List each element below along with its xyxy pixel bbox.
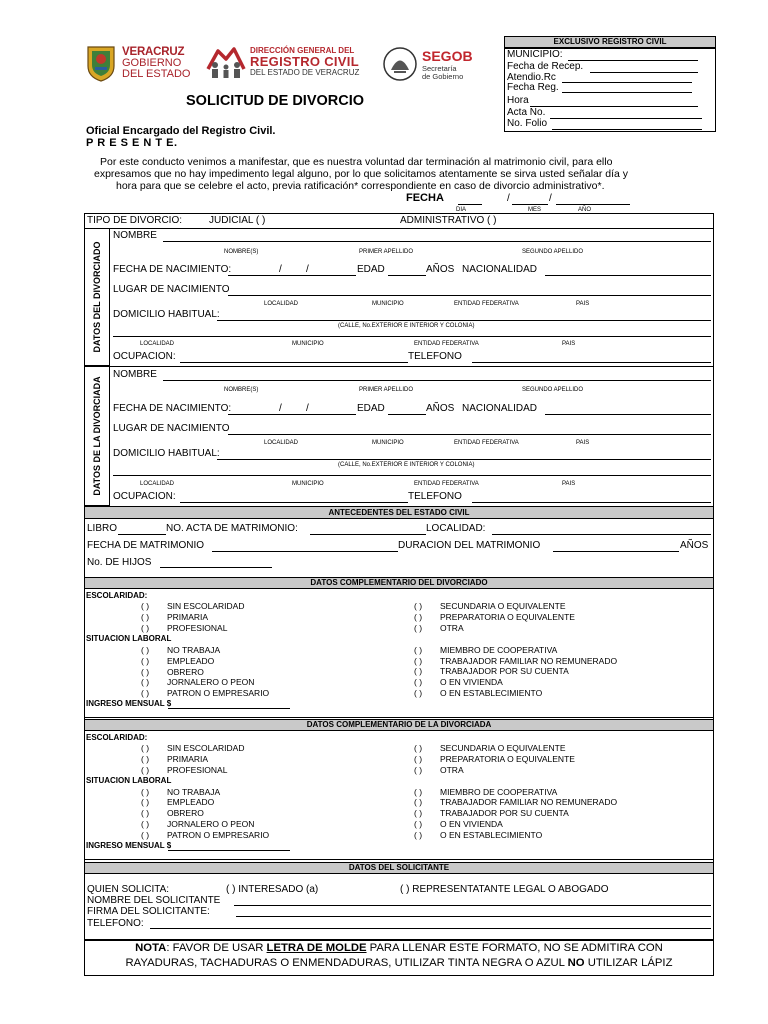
comp2-ingreso-label: INGRESO MENSUAL $ [86,841,172,850]
divorciado-lugar-line[interactable] [228,295,711,296]
solicitante-quien-label: QUIEN SOLICITA: [87,884,170,895]
divorciado-calle-caption: (CALLE, No.EXTERIOR E INTERIOR Y COLONIA) [338,323,475,329]
comp2-esc-left-2-paren: ( ) [141,765,150,775]
divorciada-dom-municipio: MUNICIPIO [292,481,324,487]
comp2-esc-left-0-paren: ( ) [141,743,150,753]
comp2-ingreso-line[interactable] [168,850,290,851]
divorciada-lugar-pais: PAIS [576,440,590,446]
comp1-esc-right-1-label: PREPARATORIA O EQUIVALENTE [440,612,575,622]
comp1-lab-left-4-label: PATRON O EMPRESARIO [167,688,270,698]
registro-logo-line1: DIRECCIÓN GENERAL DEL [250,46,355,55]
comp2-esc-right-1-paren: ( ) [414,754,423,764]
nota-line2 [84,957,714,969]
divorciado-side-label: DATOS DEL DIVORCIADO [91,240,102,353]
comp1-header: DATOS COMPLEMENTARIO DEL DIVORCIADO [84,577,714,589]
comp1-lab-left-1[interactable] [141,656,214,666]
comp2-lab-left-3-label: JORNALERO O PEON [167,819,255,829]
nota-text2: PARA LLENAR ESTE FORMATO, NO SE ADMITIRA CON [366,942,663,954]
comp2-lab-right-1-label: TRABAJADOR FAMILIAR NO REMUNERADO [440,797,618,807]
registry-acta-line[interactable] [550,118,702,119]
divorciado-lugar-pais: PAIS [576,301,590,307]
registry-folio: No. Folio [507,118,548,129]
registry-municipio-line[interactable] [568,60,698,61]
antecedentes-fechamat-label: FECHA DE MATRIMONIO [87,540,205,551]
solicitante-firma-label: FIRMA DEL SOLICITANTE: [87,906,210,917]
comp1-lab-right-2[interactable] [414,666,569,676]
divorciado-dom-entidad: ENTIDAD FEDERATIVA [414,341,479,347]
comp1-lab-left-2-label: OBRERO [167,667,204,677]
fecha-sep2: / [549,193,552,204]
comp1-esc-right-1-paren: ( ) [414,612,423,622]
divorciada-nombre-line[interactable] [163,380,711,381]
nota-label: NOTA [135,942,167,954]
divorciado-ocupacion-line[interactable] [180,362,408,363]
comp1-lab-left-4[interactable] [141,688,269,698]
comp2-esc-right-1-label: PREPARATORIA O EQUIVALENTE [440,754,575,764]
family-icon [204,45,248,81]
comp2-bottom [84,859,714,860]
antecedentes-hijos-label: No. DE HIJOS [87,557,152,568]
divorciado-side [84,228,110,366]
comp1-lab-right-3-label: O EN VIVIENDA [440,677,503,687]
divorciada-lugar-line[interactable] [228,434,711,435]
divorciado-fechanac-line[interactable] [228,275,356,276]
comp2-lab-right-4-paren: ( ) [414,830,423,840]
nota-line1 [84,942,714,954]
comp1-esc-left-0[interactable] [141,601,244,611]
comp1-esc-right-0-paren: ( ) [414,601,423,611]
comp1-esc-left-1-label: PRIMARIA [167,612,209,622]
antecedentes-acta-line[interactable] [310,534,426,535]
comp2-lab-right-2-label: TRABAJADOR POR SU CUENTA [440,808,569,818]
divorciada-segundo-caption: SEGUNDO APELLIDO [522,387,584,393]
comp2-esc-left-2-label: PROFESIONAL [167,765,228,775]
comp2-lab-right-0[interactable] [414,787,557,797]
comp2-situacion-label: SITUACION LABORAL [86,776,172,785]
divorciado-nombres-caption: NOMBRE(S) [224,249,259,255]
divorciado-lugar-label: LUGAR DE NACIMIENTO [113,284,230,295]
fecha-ano-line[interactable] [556,204,630,205]
divorciado-dom-pais: PAIS [562,341,576,347]
comp1-lab-right-3[interactable] [414,677,503,687]
nota-text4: UTILIZAR LÁPIZ [584,957,673,969]
divorciada-lugar-entidad: ENTIDAD FEDERATIVA [454,440,519,446]
comp1-lab-left-0-label: NO TRABAJA [167,645,221,655]
comp1-lab-right-4[interactable] [414,688,542,698]
registry-municipio: MUNICIPIO: [507,49,563,60]
comp2-lab-right-2-paren: ( ) [414,808,423,818]
divorciada-telefono-label: TELEFONO [408,491,462,502]
registry-folio-line[interactable] [552,129,702,130]
divorciada-lugar-localidad: LOCALIDAD [264,440,299,446]
fecha-mes-line[interactable] [512,204,548,205]
antecedentes-anos-label: AÑOS [680,540,709,551]
veracruz-logo-line3: DEL ESTADO [122,68,191,80]
comp1-esc-left-0-label: SIN ESCOLARIDAD [167,601,245,611]
comp1-esc-left-2[interactable] [141,623,227,633]
comp1-lab-right-3-paren: ( ) [414,677,423,687]
registry-fecha-reg-line[interactable] [562,92,692,93]
divorciado-telefono-label: TELEFONO [408,351,462,362]
registry-fecha-reg: Fecha Reg. [507,82,559,93]
divorciado-ocupacion-label: OCUPACION: [113,351,176,362]
registry-atendio: Atendio.Rc [507,72,556,83]
comp2-lab-right-0-paren: ( ) [414,787,423,797]
registry-fecha-recep-line[interactable] [590,72,698,73]
comp1-lab-left-3-label: JORNALERO O PEON [167,677,255,687]
divorciada-telefono-line[interactable] [472,502,711,503]
segob-logo [382,44,492,84]
intro-line3: hora para que se celebre el acto, previa ratificación* correspondiente en caso de divorcio administrativo*. [116,180,605,192]
intro-line1: Por este conducto venimos a manifestar, que es nuestra voluntad dar terminación al matrimonio civil, para ello [100,156,613,168]
divorciado-nombre-line[interactable] [163,241,711,242]
comp1-esc-left-2-label: PROFESIONAL [167,623,228,633]
comp2-lab-left-1-label: EMPLEADO [167,797,215,807]
registro-civil-logo [204,44,374,84]
divorciada-primer-caption: PRIMER APELLIDO [359,387,414,393]
comp2-esc-left-0-label: SIN ESCOLARIDAD [167,743,245,753]
segob-logo-line3: de Gobierno [422,72,464,81]
divorciado-domicilio-line[interactable] [217,320,711,321]
segob-logo-line1: SEGOB [422,48,473,64]
comp1-lab-right-4-paren: ( ) [414,688,423,698]
comp1-lab-right-0-label: MIEMBRO DE COOPERATIVA [440,645,558,655]
comp2-esc-right-0-paren: ( ) [414,743,423,753]
comp1-situacion-label: SITUACION LABORAL [86,634,172,643]
comp1-lab-right-1-paren: ( ) [414,656,423,666]
tipo-judicial[interactable]: JUDICIAL ( ) [209,215,266,226]
nota-text3: RAYADURAS, TACHADURAS O ENMENDADURAS, UTILIZAR TINTA NEGRA O AZUL [125,957,568,969]
antecedentes-fechamat-line[interactable] [212,551,398,552]
nota-text1: : FAVOR DE USAR [166,942,267,954]
divorciado-primer-caption: PRIMER APELLIDO [359,249,414,255]
solicitante-representante-option[interactable]: ( ) REPRESENTATANTE LEGAL O ABOGADO [400,884,609,895]
antecedentes-libro-label: LIBRO [87,523,118,534]
divorciada-dom-pais: PAIS [562,481,576,487]
divorciado-nacionalidad-label: NACIONALIDAD [462,264,538,275]
divorciada-domicilio-label: DOMICILIO HABITUAL: [113,448,220,459]
comp1-ingreso-line[interactable] [168,708,290,709]
divorciada-fechanac-label: FECHA DE NACIMIENTO: [113,403,232,414]
divorciado-edad-label: EDAD [357,264,385,275]
solicitante-interesado-option[interactable]: ( ) INTERESADO (a) [226,884,319,895]
comp1-esc-right-0-label: SECUNDARIA O EQUIVALENTE [440,601,566,611]
divorciada-nacionalidad-label: NACIONALIDAD [462,403,538,414]
divorciada-fechanac-sep1: / [279,403,282,414]
antecedentes-localidad-line[interactable] [492,534,711,535]
registry-header: EXCLUSIVO REGISTRO CIVIL [504,36,716,48]
comp1-lab-left-2[interactable] [141,667,204,677]
comp2-escolaridad-label: ESCOLARIDAD: [86,733,148,742]
comp2-lab-right-3-label: O EN VIVIENDA [440,819,503,829]
divorciada-fechanac-sep2: / [306,403,309,414]
antecedentes-header: ANTECEDENTES DEL ESTADO CIVIL [84,506,714,519]
comp2-lab-right-1-paren: ( ) [414,797,423,807]
comp2-lab-left-4-paren: ( ) [141,830,150,840]
comp2-esc-right-0-label: SECUNDARIA O EQUIVALENTE [440,743,566,753]
comp1-lab-left-4-paren: ( ) [141,688,150,698]
solicitante-telefono-label: TELEFONO: [87,918,144,929]
comp1-lab-left-1-label: EMPLEADO [167,656,215,666]
comp1-esc-right-2-paren: ( ) [414,623,423,633]
tipo-administrativo[interactable]: ADMINISTRATIVO ( ) [400,215,497,226]
comp1-lab-left-2-paren: ( ) [141,667,150,677]
addressee-line1: Oficial Encargado del Registro Civil. [86,125,276,137]
divorciado-dom-localidad: LOCALIDAD [140,341,175,347]
divorciado-domicilio-label: DOMICILIO HABITUAL: [113,309,220,320]
comp2-lab-right-3[interactable] [414,819,503,829]
registry-hora-line[interactable] [530,106,698,107]
divorciada-edad-label: EDAD [357,403,385,414]
antecedentes-acta-label: NO. ACTA DE MATRIMONIO: [166,523,298,534]
divorciada-nacionalidad-line[interactable] [545,414,711,415]
comp2-esc-right-1[interactable] [414,754,575,764]
divorciado-lugar-entidad: ENTIDAD FEDERATIVA [454,301,519,307]
comp2-esc-left-1[interactable] [141,754,208,764]
comp2-lab-left-2-paren: ( ) [141,808,150,818]
comp2-lab-left-3-paren: ( ) [141,819,150,829]
comp1-esc-right-1[interactable] [414,612,575,622]
divorciada-lugar-label: LUGAR DE NACIMIENTO [113,423,230,434]
comp1-ingreso-label: INGRESO MENSUAL $ [86,699,172,708]
comp2-esc-left-1-label: PRIMARIA [167,754,209,764]
comp1-lab-left-0[interactable] [141,645,220,655]
veracruz-logo-line1: VERACRUZ [122,46,185,58]
comp2-lab-left-2-label: OBRERO [167,808,204,818]
comp1-bottom [84,717,714,718]
divorciado-lugar-localidad: LOCALIDAD [264,301,299,307]
comp2-esc-right-2[interactable] [414,765,464,775]
divorciada-nombres-caption: NOMBRE(S) [224,387,259,393]
comp2-lab-left-3[interactable] [141,819,254,829]
registro-logo-line2: REGISTRO CIVIL [250,54,359,69]
antecedentes-duracion-label: DURACION DEL MATRIMONIO [398,540,541,551]
comp2-header: DATOS COMPLEMENTARIO DE LA DIVORCIADA [84,719,714,731]
solicitante-telefono-line[interactable] [150,928,711,929]
comp2-lab-left-2[interactable] [141,808,204,818]
divorciado-nacionalidad-line[interactable] [545,275,711,276]
comp1-lab-right-0-paren: ( ) [414,645,423,655]
antecedentes-hijos-line[interactable] [160,567,272,568]
intro-line2: expresamos que no hay impedimento legal alguno, por lo que solicitamos atentamente se sirva usted señalar día y [94,168,629,180]
divorciada-lugar-municipio: MUNICIPIO [372,440,404,446]
veracruz-logo-line2: GOBIERNO [122,57,182,69]
solicitante-firma-line[interactable] [236,916,711,917]
tipo-underline [84,228,714,229]
comp1-lab-right-1-label: TRABAJADOR FAMILIAR NO REMUNERADO [440,656,618,666]
registry-acta: Acta No. [507,107,546,118]
comp1-lab-left-3-paren: ( ) [141,677,150,687]
comp2-esc-right-2-label: OTRA [440,765,464,775]
comp1-esc-right-2[interactable] [414,623,464,633]
nota-no: NO [567,957,585,969]
comp1-esc-left-2-paren: ( ) [141,623,150,633]
divorciado-domicilio-line2[interactable] [113,336,711,337]
divorciada-domicilio-line[interactable] [217,459,711,460]
comp2-esc-left-0[interactable] [141,743,244,753]
page-title: SOLICITUD DE DIVORCIO [186,93,365,109]
addressee-line2: P R E S E N T E. [86,137,178,149]
comp2-esc-right-0[interactable] [414,743,565,753]
fecha-dia-line[interactable] [458,204,482,205]
divorciada-dom-entidad: ENTIDAD FEDERATIVA [414,481,479,487]
comp2-lab-left-1[interactable] [141,797,214,807]
divorciada-ocupacion-line[interactable] [180,502,408,503]
comp1-esc-left-1[interactable] [141,612,208,622]
antecedentes-localidad-label: LOCALIDAD: [426,523,486,534]
veracruz-shield-icon [84,44,118,82]
solicitante-nombre-label: NOMBRE DEL SOLICITANTE [87,895,221,906]
divorciada-dom-localidad: LOCALIDAD [140,481,175,487]
comp2-lab-left-4[interactable] [141,830,269,840]
divorciada-calle-caption: (CALLE, No.EXTERIOR E INTERIOR Y COLONIA) [338,462,475,468]
segob-seal-icon [382,46,418,82]
comp2-lab-right-2[interactable] [414,808,569,818]
fecha-ano-label: AÑO [578,207,592,213]
antecedentes-duracion-line[interactable] [553,551,679,552]
solicitante-nombre-line[interactable] [234,905,711,906]
divorciado-bottom [84,366,714,367]
comp1-lab-right-4-label: O EN ESTABLECIMIENTO [440,688,543,698]
comp2-lab-right-1[interactable] [414,797,617,807]
nota-molde: LETRA DE MOLDE [266,942,367,954]
fecha-dia-label: DIA [456,207,467,213]
comp1-esc-right-0[interactable] [414,601,565,611]
comp2-lab-right-4[interactable] [414,830,542,840]
solicitante-header: DATOS DEL SOLICITANTE [84,862,714,874]
comp1-lab-left-3[interactable] [141,677,254,687]
divorciada-side [84,366,110,506]
comp1-lab-right-1[interactable] [414,656,617,666]
comp2-lab-right-3-paren: ( ) [414,819,423,829]
divorciada-side-label: DATOS DE LA DIVORCIADA [91,375,102,496]
comp1-esc-left-1-paren: ( ) [141,612,150,622]
comp1-lab-right-2-label: TRABAJADOR POR SU CUENTA [440,666,569,676]
divorciado-lugar-municipio: MUNICIPIO [372,301,404,307]
divorciado-anos-label: AÑOS [426,264,455,275]
divorciado-fechanac-sep2: / [306,264,309,275]
divorciado-segundo-caption: SEGUNDO APELLIDO [522,249,584,255]
divorciado-telefono-line[interactable] [472,362,711,363]
comp1-lab-right-0[interactable] [414,645,557,655]
veracruz-logo [84,44,200,84]
comp2-lab-left-0[interactable] [141,787,220,797]
comp2-lab-left-1-paren: ( ) [141,797,150,807]
divorciado-fechanac-sep1: / [279,264,282,275]
segob-logo-line2: Secretaría [422,64,457,73]
comp1-escolaridad-label: ESCOLARIDAD: [86,591,148,600]
divorciada-ocupacion-label: OCUPACION: [113,491,176,502]
divorciado-edad-line[interactable] [388,275,426,276]
comp2-lab-left-0-label: NO TRABAJA [167,787,221,797]
comp2-lab-left-0-paren: ( ) [141,787,150,797]
divorciada-edad-line[interactable] [388,414,426,415]
comp1-esc-right-2-label: OTRA [440,623,464,633]
fecha-sep1: / [507,193,510,204]
divorciado-fechanac-label: FECHA DE NACIMIENTO: [113,264,232,275]
comp1-lab-right-2-paren: ( ) [414,666,423,676]
registry-atendio-line[interactable] [562,82,692,83]
registry-hora: Hora [507,95,529,106]
divorciada-domicilio-line2[interactable] [113,475,711,476]
comp2-lab-right-4-label: O EN ESTABLECIMIENTO [440,830,543,840]
comp2-esc-left-2[interactable] [141,765,227,775]
tipo-label: TIPO DE DIVORCIO: [87,215,183,226]
divorciado-nombre-label: NOMBRE [113,230,157,241]
comp2-lab-left-4-label: PATRON O EMPRESARIO [167,830,270,840]
divorciada-fechanac-line[interactable] [228,414,356,415]
fecha-mes-label: MES [528,207,542,213]
fecha-label: FECHA [406,192,444,204]
divorciada-anos-label: AÑOS [426,403,455,414]
registro-logo-line3: DEL ESTADO DE VERACRUZ [250,68,360,77]
comp1-lab-left-1-paren: ( ) [141,656,150,666]
comp2-lab-right-0-label: MIEMBRO DE COOPERATIVA [440,787,558,797]
registry-fecha-recep: Fecha de Recep. [507,61,584,72]
comp1-esc-left-0-paren: ( ) [141,601,150,611]
divorciado-dom-municipio: MUNICIPIO [292,341,324,347]
divorciada-nombre-label: NOMBRE [113,369,157,380]
antecedentes-libro-line[interactable] [118,534,166,535]
comp1-lab-left-0-paren: ( ) [141,645,150,655]
comp2-esc-right-2-paren: ( ) [414,765,423,775]
comp2-esc-left-1-paren: ( ) [141,754,150,764]
